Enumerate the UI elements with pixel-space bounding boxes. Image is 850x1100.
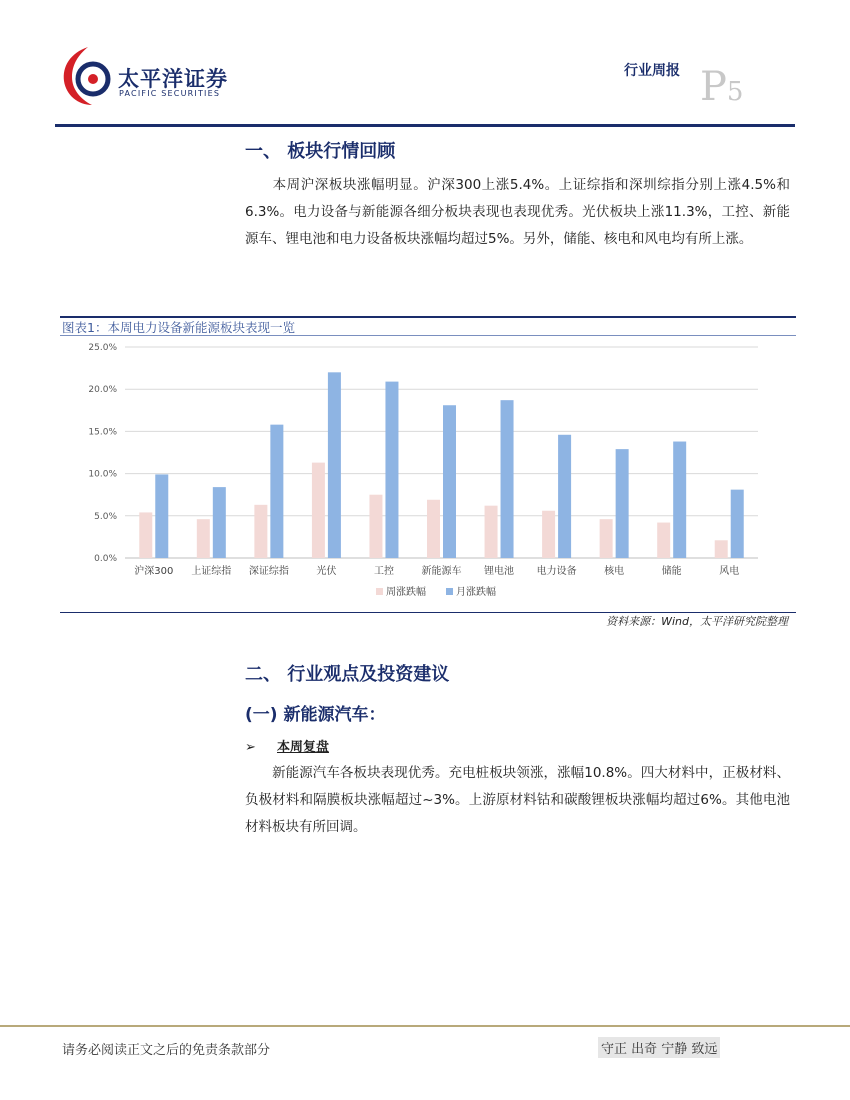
section1-paragraph [245,172,790,253]
y-tick-label: 20.0% [88,385,117,396]
bar-monthly [328,372,341,558]
x-tick-label: 储能 [661,566,682,577]
bar-weekly [600,519,613,558]
section2-heading: 二、 行业观点及投资建议 [245,664,450,685]
footer-motto: 守正 出奇 宁静 致远 [598,1037,720,1058]
bar-monthly [616,449,629,558]
company-logo-mark [62,45,114,107]
bullet-label: 本周复盘 [277,740,330,755]
sector-performance-chart [60,338,796,610]
bar-weekly [715,540,728,558]
legend-label: 月涨跌幅 [456,587,496,598]
footer-disclaimer: 请务必阅读正文之后的免责条款部分 [62,1043,271,1058]
bar-weekly [312,463,325,558]
bar-monthly [155,474,168,558]
legend-swatch [446,588,453,595]
bar-monthly [673,442,686,558]
bar-weekly [254,505,267,558]
bar-monthly [213,487,226,558]
section1-heading: 一、 板块行情回顾 [245,141,396,162]
bar-monthly [385,382,398,558]
bar-weekly [542,511,555,558]
section2-paragraph [245,760,790,841]
y-tick-label: 15.0% [88,427,117,438]
bar-weekly [427,500,440,558]
legend-swatch [376,588,383,595]
bar-monthly [731,490,744,558]
x-tick-label: 沪深300 [134,566,174,577]
x-tick-label: 光伏 [316,566,337,577]
y-tick-label: 0.0% [94,554,117,564]
footer-divider [0,1025,850,1027]
bar-weekly [197,519,210,558]
x-tick-label: 锂电池 [484,566,515,577]
section2-subheading: (一) 新能源汽车： [245,705,386,725]
x-tick-label: 深证综指 [248,566,289,577]
x-tick-label: 新能源车 [421,566,462,577]
figure-source: 资料来源：Wind，太平洋研究院整理 [606,615,788,628]
section2-paragraph-text: 新能源汽车各板块表现优秀。充电桩板块领涨，涨幅10.8%。四大材料中，正极材料、负极材料和隔膜板块涨幅超过~3%。上游原材料钴和碳酸锂板块涨幅均超过6%。其他电池材料板块有所回调。 [245,765,790,835]
logo-english-name: PACIFIC SECURITIES [119,89,221,98]
bar-weekly [485,506,498,558]
section1-paragraph-text: 本周沪深板块涨幅明显。沪深300上涨5.4%。上证综指和深圳综指分别上涨4.5%和6.3%。电力设备与新能源各细分板块表现也表现优秀。光伏板块上涨11.3%，工控、新能源车、锂电池和电力设备板块涨幅均超过5%。另外，储能、核电和风电均有所上涨。 [245,177,790,247]
x-tick-label: 上证综指 [191,566,232,577]
page-number [700,64,744,112]
page-number-prefix: P [700,64,727,110]
bullet-arrow-icon: ➢ [245,740,256,755]
report-type-title: 行业周报 [624,63,680,79]
logo-chinese-name: 太平洋证券 [118,67,228,91]
bar-monthly [443,405,456,558]
legend-label: 周涨跌幅 [386,587,426,598]
bar-weekly [139,512,152,558]
y-tick-label: 5.0% [94,511,117,522]
bar-monthly [270,425,283,558]
figure-title: 图表1：本周电力设备新能源板块表现一览 [62,320,295,335]
bullet-weekly-review [245,736,329,755]
bar-monthly [558,435,571,558]
bar-monthly [501,400,514,558]
bar-weekly [657,523,670,558]
x-tick-label: 电力设备 [536,566,577,577]
y-tick-label: 25.0% [88,343,117,353]
x-tick-label: 核电 [604,566,625,577]
y-tick-label: 10.0% [88,469,117,480]
bar-weekly [369,495,382,558]
x-tick-label: 风电 [719,566,740,577]
x-tick-label: 工控 [373,566,394,577]
figure-title-rule [60,335,796,336]
page-number-digit: 5 [726,77,744,107]
header-divider [55,124,795,127]
